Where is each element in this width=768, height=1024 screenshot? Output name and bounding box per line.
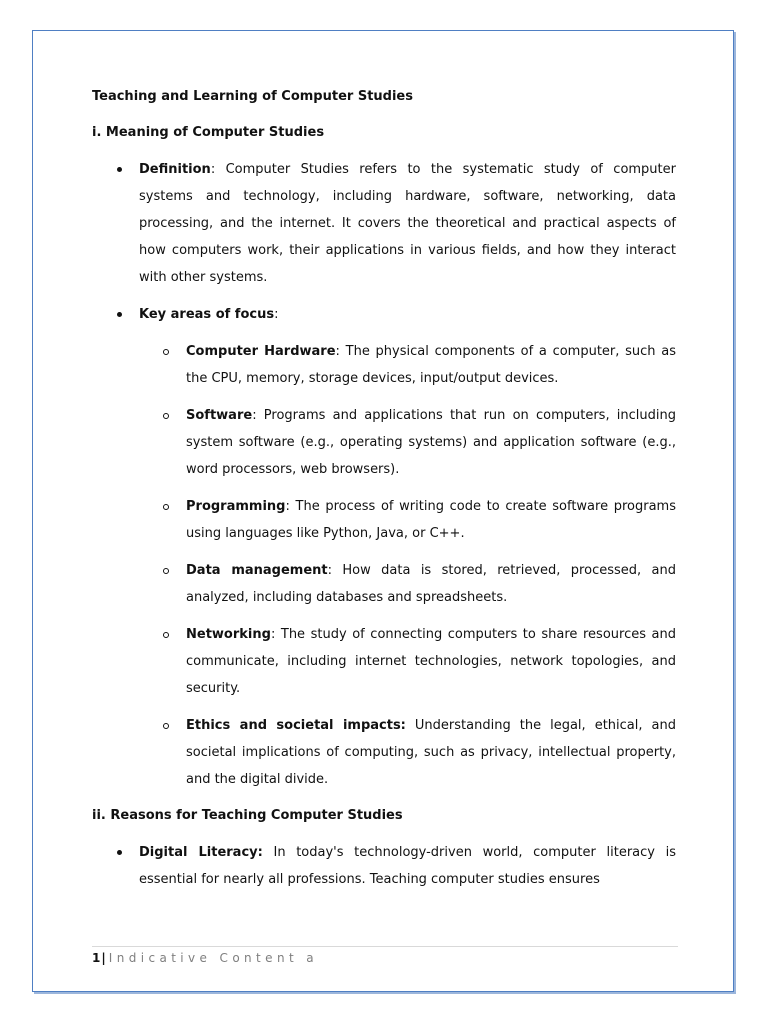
ethics-text: Understanding the legal, ethical, and societal implications of computing, such as privacy, intellectual property, and the digital divide. bbox=[186, 718, 676, 787]
definition-text: Computer Studies refers to the systematic study of computer systems and technology, including hardware, software, networking, data processing, and the internet. It covers the theoretical and practical aspects of how computers work, their applications in various fields, and how they interact with other systems. bbox=[139, 162, 676, 285]
term-key-areas: Key areas of focus bbox=[139, 307, 275, 322]
term-separator bbox=[263, 845, 274, 860]
circle-bullet-icon bbox=[163, 568, 169, 574]
term-separator: : bbox=[335, 344, 346, 359]
networking-text: The study of connecting computers to share resources and communicate, including internet technologies, network topologies, and security. bbox=[186, 627, 676, 696]
programming-text: The process of writing code to create software programs using languages like Python, Java, or C++. bbox=[186, 499, 676, 541]
sub-item-programming bbox=[139, 493, 676, 547]
sub-item-computer-hardware bbox=[139, 338, 676, 392]
term-separator: : bbox=[327, 563, 343, 578]
term-definition: Definition bbox=[139, 162, 211, 177]
bullet-dot-icon bbox=[117, 312, 122, 317]
sub-item-ethics bbox=[139, 712, 676, 793]
term-separator bbox=[406, 718, 415, 733]
document-title: Teaching and Learning of Computer Studies bbox=[92, 89, 413, 104]
meaning-bullet-list bbox=[92, 156, 676, 793]
term-separator: : bbox=[285, 499, 296, 514]
sub-item-software bbox=[139, 402, 676, 483]
digital-literacy-text: In today's technology-driven world, computer literacy is essential for nearly all professions. Teaching computer studies ensures bbox=[139, 845, 676, 887]
term-separator: : bbox=[252, 408, 264, 423]
section-heading-meaning: i. Meaning of Computer Studies bbox=[92, 125, 325, 140]
bullet-dot-icon bbox=[117, 850, 122, 855]
section-heading-reasons: ii. Reasons for Teaching Computer Studies bbox=[92, 808, 403, 823]
page-number: 1 bbox=[92, 951, 101, 965]
bullet-dot-icon bbox=[117, 167, 122, 172]
reasons-bullet-list bbox=[92, 839, 676, 893]
key-areas-sub-list bbox=[139, 338, 676, 793]
bullet-item-definition bbox=[92, 156, 676, 291]
document-body bbox=[92, 84, 676, 903]
software-text: Programs and applications that run on computers, including system software (e.g., operating systems) and application software (e.g., word processors, web browsers). bbox=[186, 408, 676, 477]
term-data-management: Data management bbox=[186, 563, 328, 578]
bullet-item-digital-literacy bbox=[92, 839, 676, 893]
sub-item-data-management bbox=[139, 557, 676, 611]
bullet-item-key-areas bbox=[92, 301, 676, 793]
footer-label: Indicative Content a bbox=[108, 951, 319, 965]
circle-bullet-icon bbox=[163, 723, 169, 729]
circle-bullet-icon bbox=[163, 413, 169, 419]
circle-bullet-icon bbox=[163, 349, 169, 355]
circle-bullet-icon bbox=[163, 632, 169, 638]
computer-hardware-text: The physical components of a computer, such as the CPU, memory, storage devices, input/output devices. bbox=[186, 344, 676, 386]
term-separator: : bbox=[270, 627, 281, 642]
term-software: Software bbox=[186, 408, 253, 423]
data-management-text: How data is stored, retrieved, processed, and analyzed, including databases and spreadsheets. bbox=[186, 563, 676, 605]
term-networking: Networking bbox=[186, 627, 271, 642]
circle-bullet-icon bbox=[163, 504, 169, 510]
term-ethics: Ethics and societal impacts: bbox=[186, 718, 406, 733]
footer-separator: | bbox=[101, 951, 106, 965]
sub-item-networking bbox=[139, 621, 676, 702]
page-footer bbox=[92, 946, 678, 967]
term-digital-literacy: Digital Literacy: bbox=[139, 845, 263, 860]
term-separator: : bbox=[274, 307, 279, 322]
term-computer-hardware: Computer Hardware bbox=[186, 344, 336, 359]
term-programming: Programming bbox=[186, 499, 286, 514]
term-separator: : bbox=[210, 162, 226, 177]
